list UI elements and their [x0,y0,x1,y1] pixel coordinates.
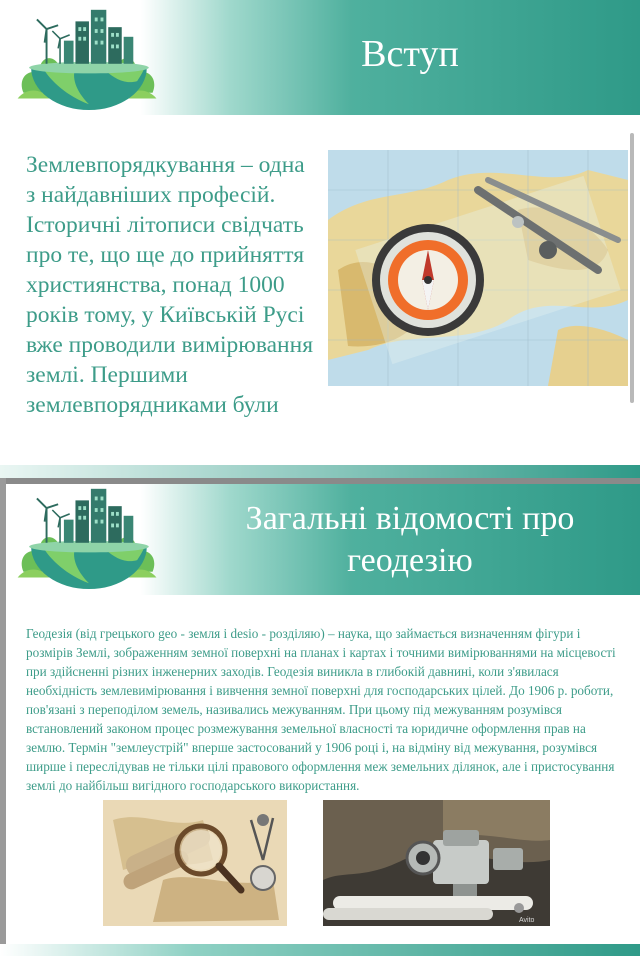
slide-geodesy [0,478,640,956]
slide-left-border [0,478,6,956]
eco-city-globe-logo-icon [8,2,168,114]
old-maps-magnifier-photo-icon [103,800,287,926]
geodesy-paragraph: Геодезія (від грецького geo - земля і desio - розділяю) – наука, що займається визначенням фігури і розмірів Землі, зображенням земної поверхні на планах і картах і точними вимірюваннями на місцевості при здійсненні різних інженерних заходів. Геодезія виникла в глибокій давнині, коли з'явилася необхідність землевимірювання і вивчення земної поверхні для господарських цілей. До 1906 р. роботи, пов'язані з переподілом земель, називались межуванням. При цьому під межуванням розумівся встановлений законом процес розмежування земельної власності та юридичне оформлення прав на землю. Термін "землеустрій" вперше застосований у 1906 році і, на відміну від межування, розумівся ширше і переслідував не тільки цілі правового оформлення меж земельних ділянок, але і пристосування землі до найбільш вигідного господарського використання. [26,626,616,793]
slide-bottom-band [0,944,640,956]
slide-title: Загальні відомості про геодезію [245,500,575,579]
compass-map-photo-icon [328,150,628,386]
intro-paragraph: Землевпорядкування – одна з найдавніших професій. Історичні літописи свідчать про те, що ще до прийняття християнства, понад 1000 років тому, у Київській Русі вже проводили вимірювання землі. Першими землевпорядниками були [26,152,314,418]
eco-city-globe-logo-icon [8,481,168,593]
theodolite-photo-icon [323,800,550,926]
photo-watermark: Avito [519,917,535,924]
slide-title: Вступ [361,33,459,75]
slide-bottom-band [0,465,640,478]
slide-scrollbar[interactable] [630,133,634,403]
